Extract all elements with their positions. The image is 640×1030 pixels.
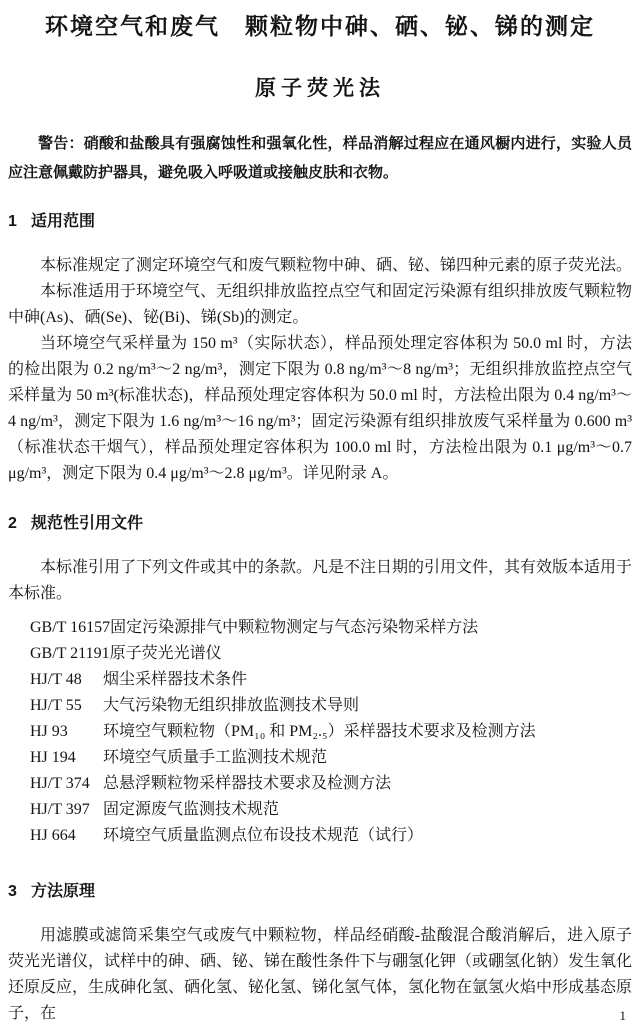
section-number: 3: [8, 883, 17, 900]
reference-title: 烟尘采样器技术条件: [103, 671, 248, 688]
section-title: 适用范围: [31, 213, 96, 230]
reference-title: 环境空气质量监测点位布设技术规范（试行）: [103, 827, 424, 844]
reference-code: HJ 664: [30, 827, 76, 844]
reference-code: HJ/T 48: [30, 671, 82, 688]
reference-item: [8, 667, 632, 693]
section-title: 规范性引用文件: [31, 515, 144, 532]
section-heading-references: [8, 513, 632, 535]
warning-paragraph: 警告：硝酸和盐酸具有强腐蚀性和强氧化性，样品消解过程应在通风橱内进行，实验人员应注意佩戴防护器具，避免吸入呼吸道或接触皮肤和衣物。: [8, 135, 632, 181]
paragraph: 本标准规定了测定环境空气和废气颗粒物中砷、硒、铋、锑四种元素的原子荧光法。: [40, 257, 633, 274]
page-number: 1: [619, 1008, 626, 1023]
section-number: 1: [8, 213, 17, 230]
references-list: [8, 615, 632, 849]
reference-title: 固定污染源排气中颗粒物测定与气态污染物采样方法: [110, 619, 479, 636]
document-subtitle: 原子荧光法: [255, 77, 385, 100]
reference-title: 环境空气颗粒物（PM₁₀ 和 PM₂.₅）采样器技术要求及检测方法: [103, 723, 536, 740]
section-scope: [8, 211, 632, 487]
reference-item: [8, 745, 632, 771]
reference-item: [8, 797, 632, 823]
reference-code: HJ/T 55: [30, 697, 82, 714]
reference-code: HJ/T 374: [30, 775, 90, 792]
section-heading-principle: [8, 881, 632, 903]
reference-code: HJ 93: [30, 723, 68, 740]
reference-item: [8, 615, 632, 641]
reference-item: [8, 693, 632, 719]
reference-title: 大气污染物无组织排放监测技术导则: [103, 697, 360, 714]
section-number: 2: [8, 515, 17, 532]
paragraph: 用滤膜或滤筒采集空气或废气中颗粒物，样品经硝酸-盐酸混合酸消解后，进入原子荧光光谱仪，试样中的砷、硒、铋、锑在酸性条件下与硼氢化钾（或硼氢化钠）发生氧化还原反应，生成砷化氢、硒化氢、铋化氢、锑化氢气体，氢化物在氩氢火焰中形成基态原子，在: [8, 927, 633, 1022]
reference-code: HJ 194: [30, 749, 76, 766]
paragraph: 本标准适用于环境空气、无组织排放监控点空气和固定污染源有组织排放废气颗粒物中砷(As)、硒(Se)、铋(Bi)、锑(Sb)的测定。: [8, 283, 633, 326]
reference-item: [8, 719, 632, 745]
reference-code: GB/T 21191: [30, 645, 110, 662]
reference-title: 环境空气质量手工监测技术规范: [103, 749, 328, 766]
paragraph: 当环境空气采样量为 150 m³（实际状态），样品预处理定容体积为 50.0 ml 时，方法的检出限为 0.2 ng/m³～2 ng/m³，测定下限为 0.8 ng/m³～8 ng/m³；无组织排放监控点空气采样量为 50 m³(标准状态)，样品预处理定容体积为 50.0 ml 时，方法检出限为 0.4 ng/m³～4 ng/m³，测定下限为 1.6 ng/m³～16 ng/m³；固定污染源有组织排放废气采样量为 0.600 m³（标准状态干烟气），样品预处理定容体积为 100.0 ml 时，方法检出限为 0.1 μg/m³～0.7 μg/m³，测定下限为 0.4 μg/m³～2.8 μg/m³。详见附录 A。: [8, 335, 632, 482]
section-normative-references: [8, 513, 632, 849]
reference-title: 总悬浮颗粒物采样器技术要求及检测方法: [103, 775, 392, 792]
reference-item: [8, 823, 632, 849]
reference-code: GB/T 16157: [30, 619, 111, 636]
reference-item: [8, 641, 632, 667]
paragraph: 本标准引用了下列文件或其中的条款。凡是不注日期的引用文件，其有效版本适用于本标准。: [8, 559, 633, 602]
reference-title: 原子荧光光谱仪: [109, 645, 222, 662]
section-heading-scope: [8, 211, 632, 233]
document-title: 环境空气和废气 颗粒物中砷、硒、铋、锑的测定: [45, 13, 595, 39]
reference-code: HJ/T 397: [30, 801, 90, 818]
reference-item: [8, 771, 632, 797]
section-title: 方法原理: [31, 883, 96, 900]
section-method-principle: [8, 881, 632, 1027]
reference-title: 固定源废气监测技术规范: [103, 801, 280, 818]
